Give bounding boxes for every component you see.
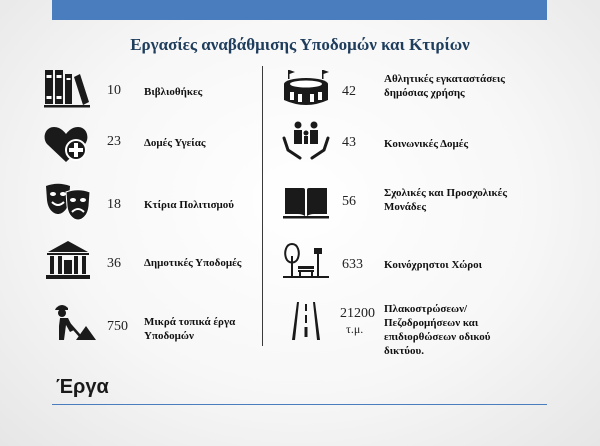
town-hall-icon [44, 240, 92, 280]
construction-worker-icon [50, 302, 98, 342]
libraries-count: 10 [107, 83, 121, 98]
open-book-icon [282, 182, 330, 222]
stadium-icon [282, 70, 330, 110]
small-projects-count: 750 [107, 319, 128, 334]
health-count: 23 [107, 134, 121, 149]
culture-count: 18 [107, 197, 121, 212]
social-count: 43 [342, 135, 356, 150]
schools-label: Σχολικές και Προσχολικές Μονάδες [384, 187, 508, 213]
public-spaces-label: Κοινόχρηστοι Χώροι [384, 259, 483, 271]
section-title: Έργα [56, 376, 109, 398]
public-spaces-count: 633 [342, 257, 363, 272]
page-title: Εργασίες αναβάθμισης Υποδομών και Κτιρίων [130, 35, 470, 54]
municipal-count: 36 [107, 256, 121, 271]
roads-label: Πλακοστρώσεων/ Πεζοδρομήσεων και επιδιορθώσεων οδικού δικτύου. [384, 303, 491, 357]
park-icon [282, 242, 330, 282]
books-icon [44, 68, 92, 108]
footer-rule [52, 404, 547, 405]
schools-count: 56 [342, 194, 356, 209]
top-accent-bar [52, 0, 547, 20]
municipal-label: Δημοτικές Υποδομές [144, 257, 242, 269]
column-divider [262, 66, 263, 346]
theater-masks-icon [44, 182, 92, 222]
culture-label: Κτίρια Πολιτισμού [144, 199, 235, 211]
road-icon [282, 300, 330, 340]
sports-label: Αθλητικές εγκαταστάσεις δημόσιας χρήσης [384, 73, 505, 99]
social-label: Κοινωνικές Δομές [384, 138, 469, 150]
roads-unit: τ.μ. [346, 322, 364, 336]
roads-count: 21200 [340, 306, 375, 321]
family-care-icon [282, 120, 330, 160]
health-label: Δομές Υγείας [144, 137, 206, 149]
heart-plus-icon [44, 124, 92, 164]
small-projects-label: Μικρά τοπικά έργα Υποδομών [144, 316, 236, 342]
sports-count: 42 [342, 84, 356, 99]
libraries-label: Βιβλιοθήκες [144, 86, 203, 98]
